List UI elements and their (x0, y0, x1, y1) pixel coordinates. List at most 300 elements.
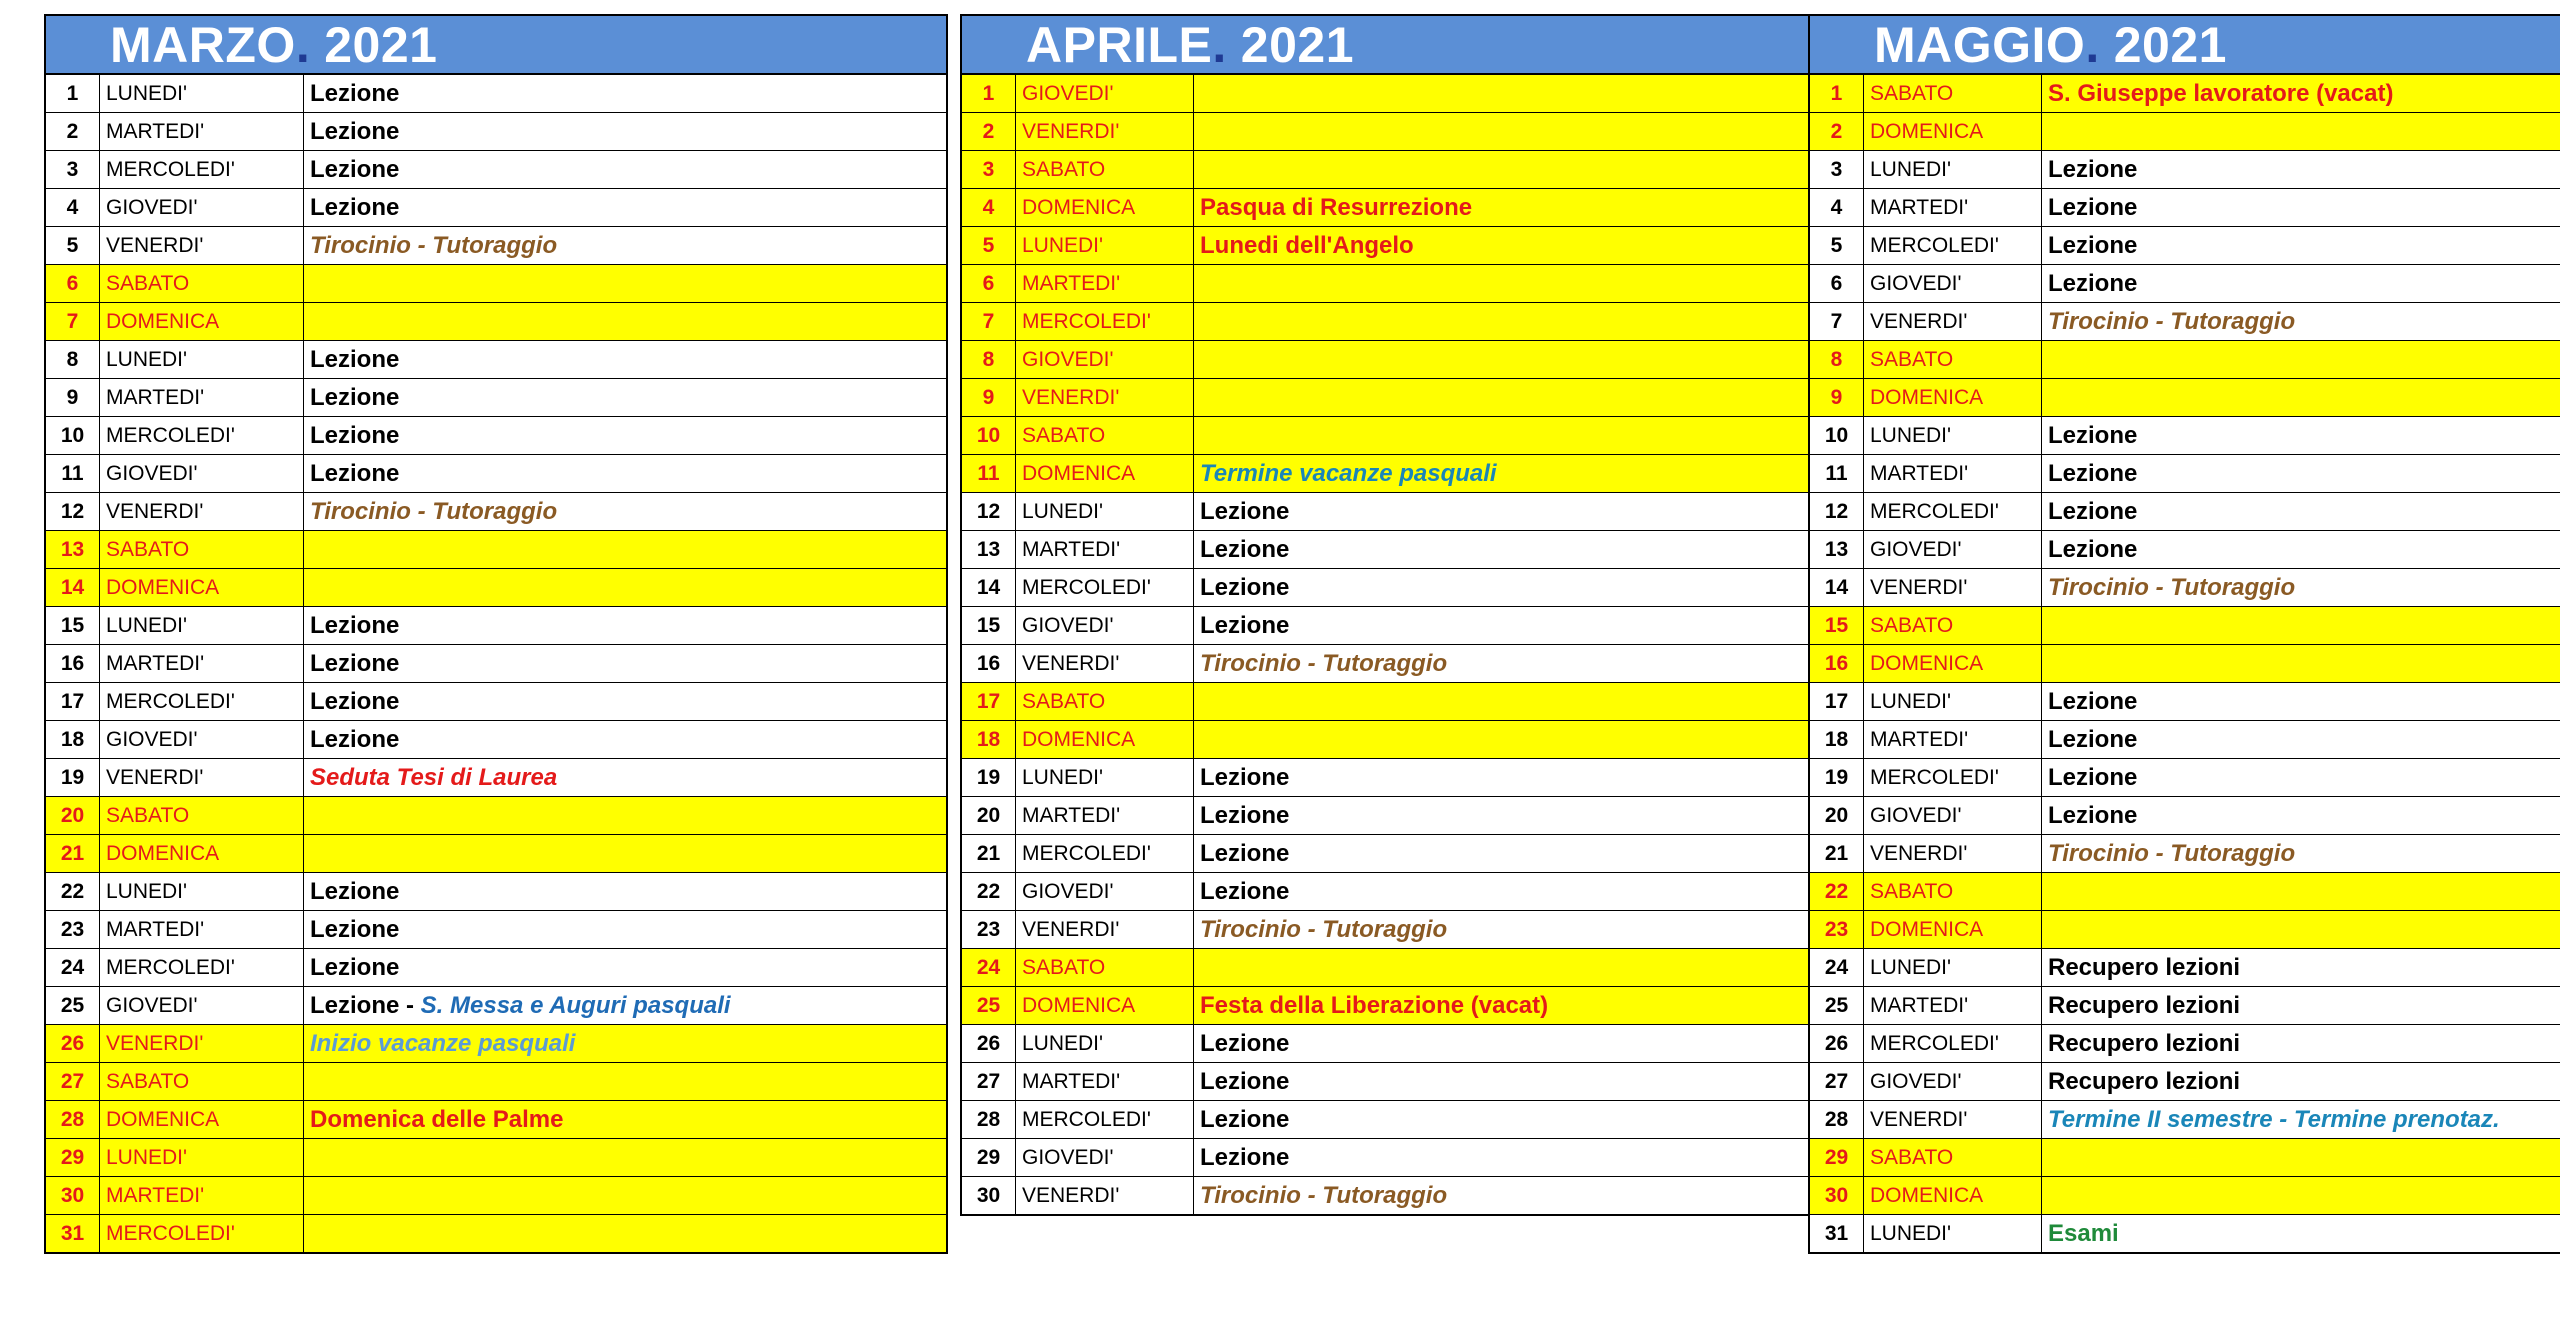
weekday: GIOVEDI' (100, 455, 304, 492)
table-row (46, 303, 946, 341)
day-number: 21 (46, 835, 100, 872)
event-text: Lezione (310, 79, 400, 107)
event-text: Lezione (310, 915, 400, 943)
event-text: Recupero lezioni (2048, 991, 2241, 1019)
weekday: DOMENICA (1016, 987, 1194, 1024)
day-number: 16 (1810, 645, 1864, 682)
table-row (1810, 303, 2560, 341)
day-number: 25 (962, 987, 1016, 1024)
day-number: 11 (962, 455, 1016, 492)
weekday: SABATO (1864, 341, 2042, 378)
table-row (46, 1139, 946, 1177)
table-row (46, 379, 946, 417)
weekday: SABATO (100, 1063, 304, 1100)
event-text: Lezione (310, 877, 400, 905)
day-number: 4 (46, 189, 100, 226)
day-number: 16 (962, 645, 1016, 682)
day-number: 13 (46, 531, 100, 568)
event-text: Lezione (2048, 535, 2138, 563)
weekday: MARTEDI' (100, 645, 304, 682)
table-row (1810, 379, 2560, 417)
table-row (962, 721, 1812, 759)
day-number: 7 (46, 303, 100, 340)
event-text: Lezione (1200, 1105, 1290, 1133)
table-row (962, 265, 1812, 303)
weekday: DOMENICA (1864, 1177, 2042, 1214)
day-number: 26 (46, 1025, 100, 1062)
event-text: Lezione (310, 687, 400, 715)
day-number: 29 (1810, 1139, 1864, 1176)
table-row (46, 1101, 946, 1139)
event-text: Pasqua di Resurrezione (1200, 193, 1473, 221)
weekday: DOMENICA (100, 835, 304, 872)
day-number: 28 (46, 1101, 100, 1138)
weekday: GIOVEDI' (100, 189, 304, 226)
weekday: LUNEDI' (1864, 151, 2042, 188)
day-number: 17 (46, 683, 100, 720)
day-number: 6 (1810, 265, 1864, 302)
table-row (1810, 873, 2560, 911)
day-number: 5 (962, 227, 1016, 264)
event-text (304, 531, 946, 568)
table-row (46, 987, 946, 1025)
table-row (46, 607, 946, 645)
table-row (1810, 75, 2560, 113)
event-text (304, 835, 946, 872)
weekday: MERCOLEDI' (1864, 493, 2042, 530)
table-row (46, 189, 946, 227)
day-number: 18 (46, 721, 100, 758)
weekday: DOMENICA (1864, 379, 2042, 416)
weekday: SABATO (1016, 151, 1194, 188)
event-text: Lunedi dell'Angelo (1200, 231, 1414, 259)
day-number: 19 (46, 759, 100, 796)
table-row (962, 455, 1812, 493)
table-row (962, 569, 1812, 607)
event-text (304, 1063, 946, 1100)
day-number: 2 (46, 113, 100, 150)
table-row (46, 341, 946, 379)
weekday: GIOVEDI' (1016, 341, 1194, 378)
table-row (962, 835, 1812, 873)
table-row (1810, 113, 2560, 151)
event-text: Lezione (310, 611, 400, 639)
event-text (304, 1139, 946, 1176)
weekday: VENERDI' (1016, 379, 1194, 416)
weekday: DOMENICA (1864, 645, 2042, 682)
weekday: VENERDI' (1016, 645, 1194, 682)
day-number: 22 (46, 873, 100, 910)
table-row (46, 873, 946, 911)
weekday: SABATO (1864, 607, 2042, 644)
day-number: 30 (46, 1177, 100, 1214)
event-text: Tirocinio - Tutoraggio (310, 497, 558, 525)
event-text: Tirocinio - Tutoraggio (2048, 573, 2296, 601)
weekday: MERCOLEDI' (1016, 569, 1194, 606)
weekday: MERCOLEDI' (1016, 835, 1194, 872)
weekday: SABATO (1864, 1139, 2042, 1176)
weekday: DOMENICA (100, 569, 304, 606)
weekday: VENERDI' (100, 759, 304, 796)
event-text: Lezione (1200, 1067, 1290, 1095)
event-text: Lezione (1200, 839, 1290, 867)
event-text: Tirocinio - Tutoraggio (1200, 649, 1448, 677)
table-row (962, 1139, 1812, 1177)
event-text (1194, 379, 1812, 416)
table-row (1810, 1063, 2560, 1101)
event-text: Lezione (1200, 573, 1290, 601)
calendar-may (1808, 14, 2560, 1254)
event-text (1194, 949, 1812, 986)
table-row (46, 721, 946, 759)
day-rows (962, 75, 1812, 1215)
day-number: 3 (962, 151, 1016, 188)
day-number: 23 (962, 911, 1016, 948)
day-number: 20 (962, 797, 1016, 834)
weekday: SABATO (1016, 683, 1194, 720)
event-text: Lezione (2048, 497, 2138, 525)
table-row (962, 607, 1812, 645)
event-text (2042, 379, 2560, 416)
table-row (1810, 455, 2560, 493)
table-row (46, 151, 946, 189)
event-text: Lezione (310, 953, 400, 981)
weekday: MARTEDI' (100, 911, 304, 948)
day-number: 18 (1810, 721, 1864, 758)
day-number: 30 (1810, 1177, 1864, 1214)
weekday: SABATO (1016, 949, 1194, 986)
day-number: 5 (1810, 227, 1864, 264)
month-header (46, 16, 946, 75)
table-row (46, 1177, 946, 1215)
day-number: 8 (1810, 341, 1864, 378)
weekday: VENERDI' (100, 1025, 304, 1062)
day-number: 24 (962, 949, 1016, 986)
weekday: MARTEDI' (1016, 265, 1194, 302)
event-text: Tirocinio - Tutoraggio (310, 231, 558, 259)
event-text (2042, 1177, 2560, 1214)
day-number: 24 (46, 949, 100, 986)
event-text: Lezione (310, 383, 400, 411)
day-number: 15 (962, 607, 1016, 644)
weekday: LUNEDI' (100, 873, 304, 910)
month-year: 2021 (1240, 16, 1354, 73)
day-number: 6 (46, 265, 100, 302)
event-text (1194, 265, 1812, 302)
weekday: MERCOLEDI' (100, 151, 304, 188)
event-text: Lezione (310, 193, 400, 221)
table-row (962, 75, 1812, 113)
weekday: MARTEDI' (100, 113, 304, 150)
event-text: Lezione (1200, 1143, 1290, 1171)
weekday: LUNEDI' (100, 607, 304, 644)
day-number: 1 (962, 75, 1016, 112)
weekday: GIOVEDI' (1864, 265, 2042, 302)
day-number: 8 (962, 341, 1016, 378)
month-name: MAGGIO (1874, 16, 2086, 73)
day-number: 20 (1810, 797, 1864, 834)
month-header (1810, 16, 2560, 75)
day-rows (1810, 75, 2560, 1253)
day-number: 26 (962, 1025, 1016, 1062)
table-row (962, 873, 1812, 911)
event-text: Lezione (1200, 801, 1290, 829)
day-number: 29 (962, 1139, 1016, 1176)
weekday: DOMENICA (1864, 113, 2042, 150)
table-row (46, 949, 946, 987)
weekday: MARTEDI' (100, 1177, 304, 1214)
table-row (962, 379, 1812, 417)
day-number: 13 (1810, 531, 1864, 568)
weekday: VENERDI' (100, 227, 304, 264)
day-number: 26 (1810, 1025, 1864, 1062)
weekday: MERCOLEDI' (100, 949, 304, 986)
event-text (1194, 721, 1812, 758)
event-main: Lezione - (310, 991, 421, 1019)
day-number: 7 (1810, 303, 1864, 340)
weekday: MERCOLEDI' (100, 683, 304, 720)
day-number: 23 (46, 911, 100, 948)
day-rows (46, 75, 946, 1253)
table-row (46, 645, 946, 683)
event-text (1194, 341, 1812, 378)
day-number: 11 (1810, 455, 1864, 492)
event-text (304, 987, 946, 1024)
day-number: 12 (1810, 493, 1864, 530)
day-number: 15 (1810, 607, 1864, 644)
table-row (46, 569, 946, 607)
table-row (962, 1177, 1812, 1215)
weekday: LUNEDI' (1016, 759, 1194, 796)
weekday: GIOVEDI' (1864, 531, 2042, 568)
weekday: MARTEDI' (1016, 1063, 1194, 1100)
day-number: 13 (962, 531, 1016, 568)
event-text: Domenica delle Palme (310, 1105, 564, 1133)
month-year: 2021 (2113, 16, 2227, 73)
table-row (962, 227, 1812, 265)
event-text: Inizio vacanze pasquali (310, 1029, 576, 1057)
day-number: 28 (1810, 1101, 1864, 1138)
weekday: MERCOLEDI' (100, 1215, 304, 1252)
weekday: VENERDI' (1864, 835, 2042, 872)
table-row (1810, 227, 2560, 265)
month-header (962, 16, 1812, 75)
weekday: VENERDI' (1016, 911, 1194, 948)
weekday: MARTEDI' (1864, 189, 2042, 226)
table-row (1810, 797, 2560, 835)
event-text: Lezione (1200, 535, 1290, 563)
table-row (1810, 1139, 2560, 1177)
day-number: 3 (1810, 151, 1864, 188)
event-text: Lezione (1200, 611, 1290, 639)
table-row (1810, 1177, 2560, 1215)
day-number: 27 (962, 1063, 1016, 1100)
table-row (1810, 493, 2560, 531)
day-number: 24 (1810, 949, 1864, 986)
day-number: 7 (962, 303, 1016, 340)
table-row (46, 911, 946, 949)
day-number: 17 (1810, 683, 1864, 720)
weekday: MARTEDI' (1016, 531, 1194, 568)
day-number: 25 (1810, 987, 1864, 1024)
table-row (46, 265, 946, 303)
event-text: Lezione (310, 459, 400, 487)
event-text (2042, 1139, 2560, 1176)
table-row (1810, 835, 2560, 873)
day-number: 20 (46, 797, 100, 834)
weekday: GIOVEDI' (1016, 873, 1194, 910)
event-text: Lezione (1200, 877, 1290, 905)
event-text: Lezione (2048, 459, 2138, 487)
table-row (1810, 189, 2560, 227)
day-number: 6 (962, 265, 1016, 302)
event-text: Lezione (310, 117, 400, 145)
weekday: DOMENICA (1016, 455, 1194, 492)
event-text (2042, 607, 2560, 644)
weekday: GIOVEDI' (100, 987, 304, 1024)
event-text: Seduta Tesi di Laurea (310, 763, 558, 791)
event-text (1194, 683, 1812, 720)
event-text (304, 303, 946, 340)
table-row (46, 113, 946, 151)
event-text: Lezione (2048, 155, 2138, 183)
weekday: MERCOLEDI' (1864, 759, 2042, 796)
weekday: LUNEDI' (1864, 949, 2042, 986)
weekday: DOMENICA (100, 303, 304, 340)
event-text (1194, 303, 1812, 340)
event-text: Lezione (1200, 763, 1290, 791)
weekday: SABATO (100, 531, 304, 568)
table-row (1810, 949, 2560, 987)
weekday: SABATO (1864, 75, 2042, 112)
table-row (962, 493, 1812, 531)
event-text: Termine II semestre - Termine prenotaz. (2048, 1105, 2500, 1133)
event-text: Tirocinio - Tutoraggio (2048, 307, 2296, 335)
calendar-march (44, 14, 948, 1254)
weekday: DOMENICA (1016, 721, 1194, 758)
table-row (962, 303, 1812, 341)
weekday: LUNEDI' (1016, 1025, 1194, 1062)
day-number: 14 (46, 569, 100, 606)
event-text (304, 1177, 946, 1214)
event-text: Festa della Liberazione (vacat) (1200, 991, 1549, 1019)
weekday: VENERDI' (1864, 303, 2042, 340)
table-row (1810, 987, 2560, 1025)
day-number: 19 (962, 759, 1016, 796)
day-number: 31 (1810, 1215, 1864, 1252)
day-number: 9 (46, 379, 100, 416)
event-text (2042, 341, 2560, 378)
day-number: 19 (1810, 759, 1864, 796)
calendar-april (960, 14, 1814, 1216)
day-number: 12 (46, 493, 100, 530)
table-row (962, 949, 1812, 987)
day-number: 21 (962, 835, 1016, 872)
table-row (46, 759, 946, 797)
table-row (1810, 1215, 2560, 1253)
table-row (962, 531, 1812, 569)
weekday: VENERDI' (1016, 113, 1194, 150)
day-number: 3 (46, 151, 100, 188)
event-text (304, 1215, 946, 1252)
table-row (1810, 759, 2560, 797)
table-row (1810, 341, 2560, 379)
event-text: Lezione (310, 155, 400, 183)
table-row (46, 493, 946, 531)
day-number: 8 (46, 341, 100, 378)
event-text (1194, 113, 1812, 150)
weekday: VENERDI' (1864, 569, 2042, 606)
weekday: MERCOLEDI' (100, 417, 304, 454)
event-text: Lezione (2048, 763, 2138, 791)
event-secondary: S. Messa e Auguri pasquali (420, 991, 731, 1019)
table-row (46, 531, 946, 569)
table-row (46, 1025, 946, 1063)
day-number: 15 (46, 607, 100, 644)
event-text: Tirocinio - Tutoraggio (2048, 839, 2296, 867)
table-row (1810, 911, 2560, 949)
weekday: LUNEDI' (1016, 493, 1194, 530)
day-number: 27 (46, 1063, 100, 1100)
event-text: Lezione (2048, 193, 2138, 221)
table-row (1810, 1025, 2560, 1063)
table-row (46, 227, 946, 265)
event-text: Recupero lezioni (2048, 1067, 2241, 1095)
day-number: 30 (962, 1177, 1016, 1214)
event-text: Lezione (2048, 801, 2138, 829)
event-text: Lezione (2048, 269, 2138, 297)
event-text: Lezione (2048, 231, 2138, 259)
event-text (2042, 113, 2560, 150)
day-number: 18 (962, 721, 1016, 758)
event-text (2042, 645, 2560, 682)
table-row (962, 683, 1812, 721)
table-row (962, 417, 1812, 455)
day-number: 27 (1810, 1063, 1864, 1100)
table-row (962, 987, 1812, 1025)
weekday: MERCOLEDI' (1016, 303, 1194, 340)
table-row (1810, 531, 2560, 569)
event-text (2042, 911, 2560, 948)
day-number: 9 (1810, 379, 1864, 416)
event-text: Lezione (2048, 421, 2138, 449)
day-number: 12 (962, 493, 1016, 530)
weekday: DOMENICA (1864, 911, 2042, 948)
weekday: VENERDI' (1016, 1177, 1194, 1214)
weekday: LUNEDI' (100, 75, 304, 112)
table-row (1810, 151, 2560, 189)
weekday: LUNEDI' (1864, 683, 2042, 720)
weekday: MERCOLEDI' (1864, 227, 2042, 264)
weekday: MARTEDI' (1016, 797, 1194, 834)
weekday: LUNEDI' (100, 341, 304, 378)
table-row (962, 1025, 1812, 1063)
day-number: 4 (1810, 189, 1864, 226)
day-number: 14 (1810, 569, 1864, 606)
table-row (962, 759, 1812, 797)
table-row (962, 911, 1812, 949)
weekday: GIOVEDI' (1016, 75, 1194, 112)
day-number: 1 (1810, 75, 1864, 112)
day-number: 22 (1810, 873, 1864, 910)
weekday: SABATO (1864, 873, 2042, 910)
event-text: Tirocinio - Tutoraggio (1200, 915, 1448, 943)
table-row (962, 151, 1812, 189)
weekday: LUNEDI' (1864, 1215, 2042, 1252)
month-name: MARZO (110, 16, 296, 73)
event-text: Lezione (1200, 497, 1290, 525)
weekday: VENERDI' (100, 493, 304, 530)
